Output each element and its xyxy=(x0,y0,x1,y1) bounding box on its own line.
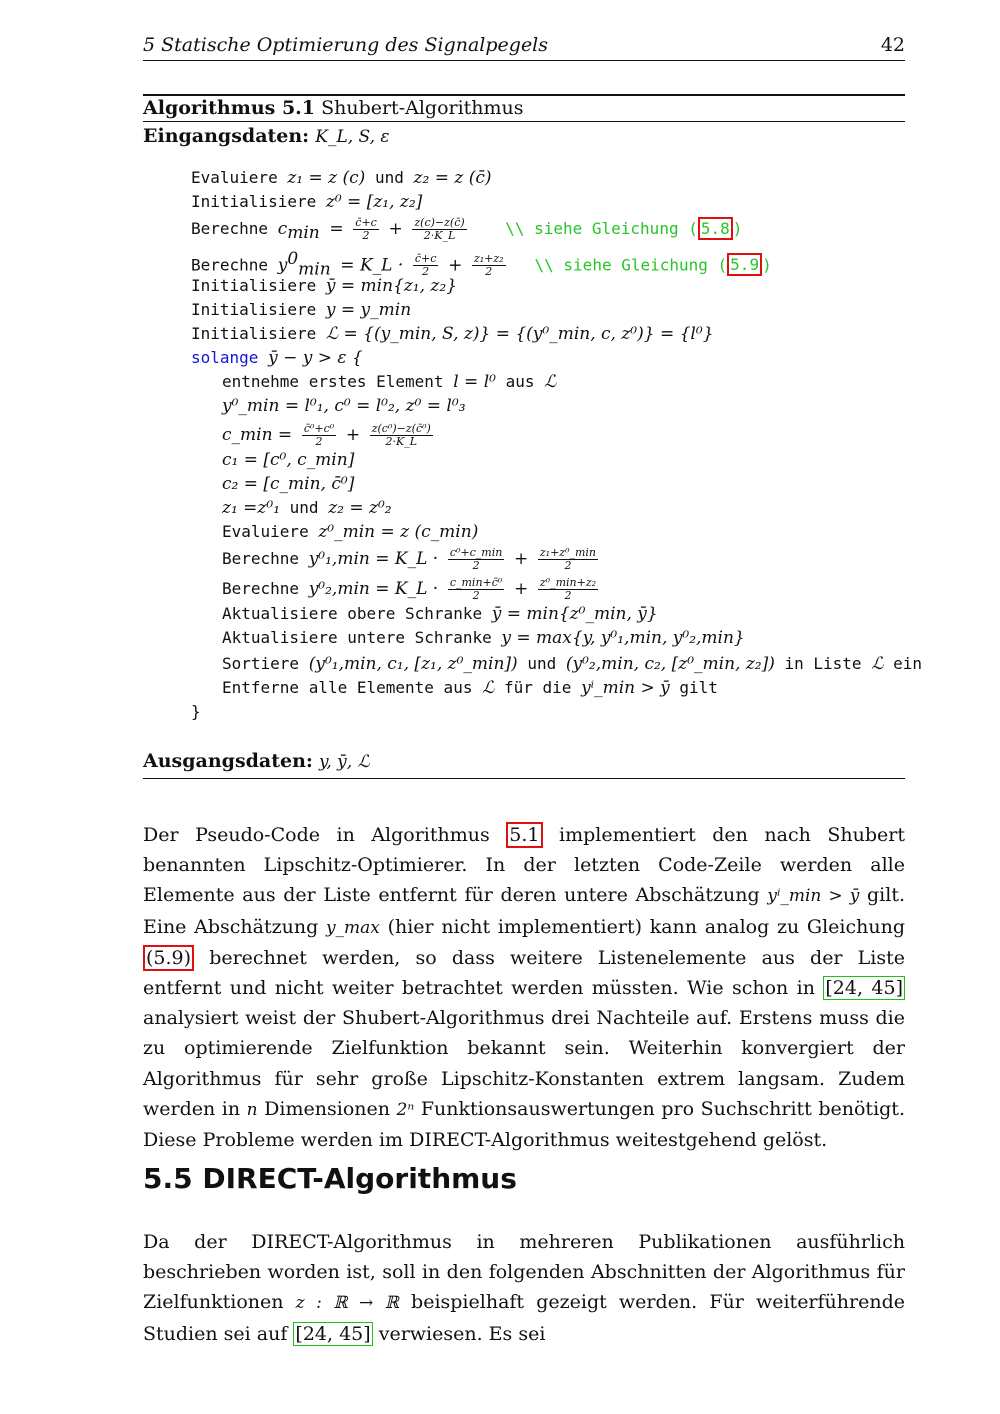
algorithm-box xyxy=(143,94,922,721)
equation-link[interactable]: 5.9 xyxy=(727,253,762,276)
code-line: Berechne $c_{min}$ = $\frac{c̄+c}{2}$ + $\frac{z(c)-z(c̄)}{2\cdot K\_L}$ \\ siehe Gleichung ( 5.8 ) xyxy=(191,216,743,244)
equation-link[interactable]: 5.8 xyxy=(698,217,733,240)
code-line: Initialisiere y = y_min xyxy=(191,300,412,320)
paragraph: Da der DIRECT-Algorithmus in mehreren Publikationen ausführlich beschrieben worden ist, soll in den folgenden Abschnitten der Algorithmus für Zielfunktionen z : ℝ → ℝ beispielhaft gezeigt werden. Für weiterführende Studien sei auf [24, 45] verwiesen. Es sei xyxy=(143,1231,905,1345)
code-line: Evaluiere z₁ = z (c) und z₂ = z (c̄) xyxy=(191,168,492,188)
code-line: Initialisiere ℒ = {(y_min, S, z)} = {(y⁰_min, c, z⁰)} = {l⁰} xyxy=(191,324,714,344)
section-heading: 5.5 DIRECT-Algorithmus xyxy=(143,1162,517,1195)
code-line: Sortiere (y⁰₁,min, c₁, [z₁, z⁰_min]) und (y⁰₂,min, c₂, [z⁰_min, z₂]) in Liste ℒ ein xyxy=(222,654,922,674)
code-line: c₁ = [c⁰, c_min] xyxy=(222,450,355,470)
code-line: entnehme erstes Element l = l⁰ aus ℒ xyxy=(222,372,557,392)
output-value: y, ȳ, ℒ xyxy=(318,752,370,772)
algorithm-input xyxy=(143,122,905,148)
chapter-title: 5 Statische Optimierung des Signalpegels xyxy=(143,34,549,56)
code-line: solange ȳ − y > ε { xyxy=(191,348,363,368)
code-line: Aktualisiere obere Schranke ȳ = min{z⁰_min, ȳ} xyxy=(222,604,658,624)
code-comment: \\ siehe Gleichung ( 5.9 ) xyxy=(534,255,772,275)
paragraph: Der Pseudo-Code in Algorithmus 5.1 implementiert den nach Shubert benannten Lipschitz-Optimierer. In der letzten Code-Zeile werden alle Elemente aus der Liste entfernt für deren untere Abschätzung yⁱ_min > ȳ gilt. Eine Abschätzung y_max (hier nicht implementiert) kann analog zu Gleichung (5.9) berechnet werden, so dass weitere Listenelemente aus der Liste entfernt und nicht weiter betrachtet werden müssten. Wie schon in [24, 45] analysiert weist der Shubert-Algorithmus drei Nachteile auf. Erstens muss die zu optimierende Zielfunktion bekannt sein. Weiterhin konvergiert der Algorithmus für sehr große Lipschitz-Konstanten extrem langsam. Zudem werden in n Dimensionen 2ⁿ Funktionsauswertungen pro Suchschritt benötigt. Diese Probleme werden im DIRECT-Algorithmus weitestgehend gelöst. xyxy=(143,824,906,1152)
code-line: Entferne alle Elemente aus ℒ für die yⁱ_min > ȳ gilt xyxy=(222,678,718,698)
code-line: Aktualisiere untere Schranke y = max{y, y⁰₁,min, y⁰₂,min} xyxy=(222,628,745,648)
code-line: Evaluiere z⁰_min = z (c_min) xyxy=(222,522,479,542)
code-comment: \\ siehe Gleichung ( 5.8 ) xyxy=(505,219,743,238)
citation-link[interactable]: [24, 45] xyxy=(825,977,903,1000)
code-line: c_min = $\frac{\text{c̄⁰+c⁰}}{2}$ + $\frac{\text{z(c⁰)−z(c̄⁰)}}{2\cdot K\_L}$ xyxy=(222,422,431,448)
equation-link[interactable]: (5.9) xyxy=(143,945,194,971)
algorithm-link[interactable]: 5.1 xyxy=(506,822,542,848)
output-label: Ausgangsdaten: xyxy=(143,750,313,772)
input-label: Eingangsdaten: xyxy=(143,125,310,147)
page-number: 42 xyxy=(880,34,905,56)
code-line: Initialisiere z⁰ = [z₁, z₂] xyxy=(191,192,423,212)
running-header xyxy=(143,32,905,61)
algorithm-title: Shubert-Algorithmus xyxy=(321,97,524,119)
code-line: c₂ = [c_min, c̄⁰] xyxy=(222,474,355,494)
code-line: Berechne $y^0_{min}$ = K_L · $\frac{c̄+c}{2}$ + $\frac{\text{z₁+z₂}}{2}$ \\ siehe Gleichung ( 5.9 ) xyxy=(191,249,772,280)
code-line: } xyxy=(191,702,201,721)
algorithm-caption xyxy=(143,96,905,122)
code-line: y⁰_min = l⁰₁, c⁰ = l⁰₂, z⁰ = l⁰₃ xyxy=(222,396,466,416)
code-line: Berechne y⁰₂,min = K_L · $\frac{\text{c\_min+c̄⁰}}{2}$ + $\frac{\text{z⁰\_min+z₂}}{2}$ xyxy=(222,576,597,602)
code-line: Berechne y⁰₁,min = K_L · $\frac{\text{c⁰+c\_min}}{2}$ + $\frac{\text{z₁+z⁰\_min}}{2}$ xyxy=(222,546,597,572)
algorithm-output xyxy=(143,750,370,772)
code-line: Initialisiere ȳ = min{z₁, z₂} xyxy=(191,276,458,296)
input-value: K_L, S, ε xyxy=(315,127,390,147)
algorithm-label: Algorithmus 5.1 xyxy=(143,97,316,119)
citation-link[interactable]: [24, 45] xyxy=(295,1322,371,1345)
code-line: z₁ =z⁰₁ und z₂ = z⁰₂ xyxy=(222,498,392,518)
